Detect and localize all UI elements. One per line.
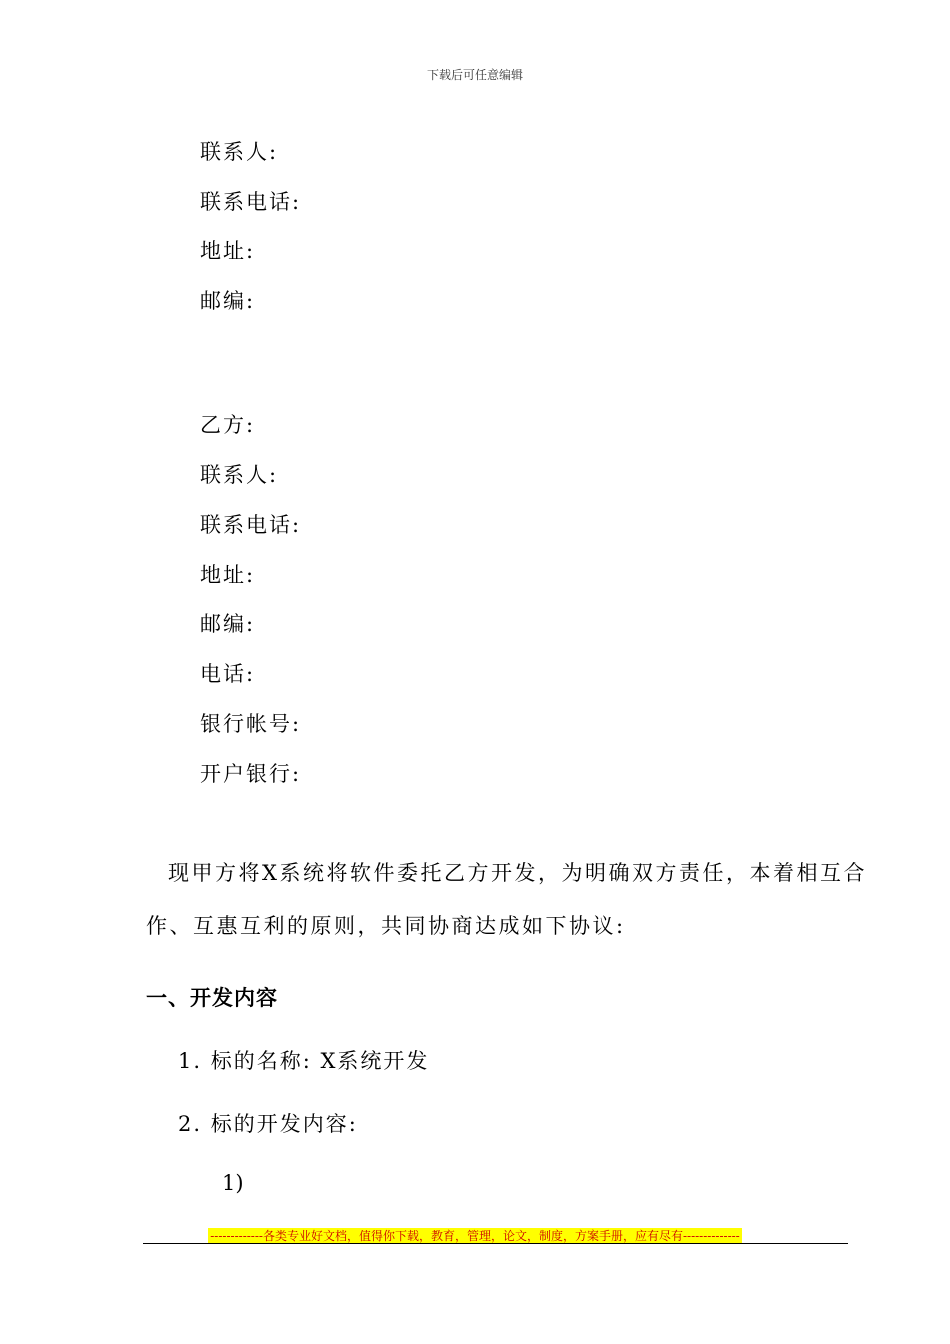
- party-b-phone-label: 联系电话:: [200, 513, 302, 537]
- footer-banner: -------------各类专业好文档，值得你下载，教育，管理，论文，制度，方案手册，应有尽有--------------: [210, 1229, 740, 1243]
- section-1-item-2: 2. 标的开发内容:: [178, 1112, 358, 1136]
- section-1-subitem-1: 1): [222, 1171, 244, 1195]
- party-b-tel-label: 电话:: [200, 662, 256, 686]
- party-b-bank-account-label: 银行帐号:: [200, 712, 302, 736]
- section-1-title: 一、开发内容: [146, 986, 278, 1010]
- intro-line-1: 现甲方将X系统将软件委托乙方开发，为明确双方责任，本着相互合: [168, 861, 867, 885]
- section-1-item-1: 1. 标的名称: X系统开发: [178, 1049, 430, 1073]
- party-b-bank-name-label: 开户银行:: [200, 762, 302, 786]
- party-b-contact-label: 联系人:: [200, 463, 279, 487]
- intro-line-2: 作、互惠互利的原则，共同协商达成如下协议:: [146, 914, 626, 938]
- party-b-postcode-label: 邮编:: [200, 612, 256, 636]
- page-header: 下载后可任意编辑: [426, 68, 523, 82]
- party-a-address-label: 地址:: [200, 239, 256, 263]
- party-b-address-label: 地址:: [200, 563, 256, 587]
- footer-rule: [143, 1243, 848, 1244]
- party-a-postcode-label: 邮编:: [200, 289, 256, 313]
- party-a-phone-label: 联系电话:: [200, 190, 302, 214]
- party-b-title: 乙方:: [200, 413, 256, 437]
- party-a-contact-label: 联系人:: [200, 140, 279, 164]
